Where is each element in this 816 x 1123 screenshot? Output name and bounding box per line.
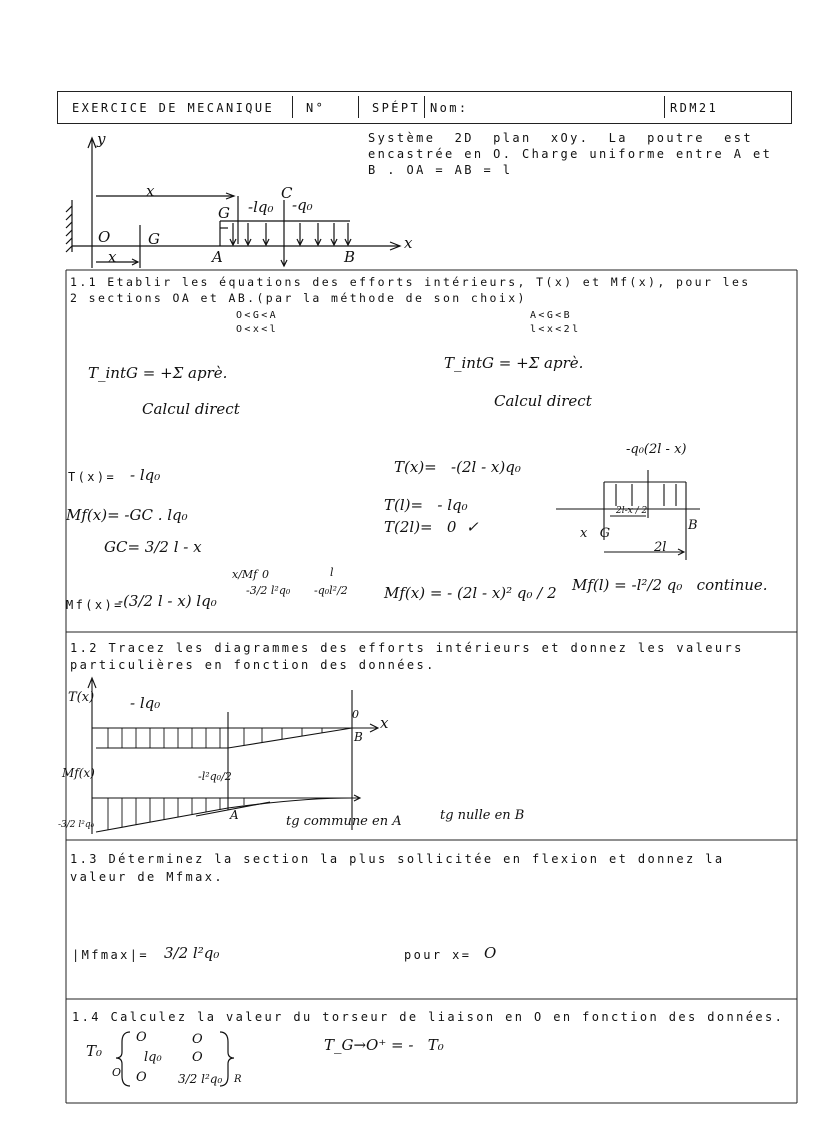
fig-x-axis: x xyxy=(404,234,413,252)
fig-g-top: G xyxy=(218,204,230,222)
q4-t0: T₀ xyxy=(86,1042,103,1060)
q1-left-cond1: O<G<A xyxy=(236,310,279,321)
q3-line: valeur de Mfmax. xyxy=(70,870,224,884)
q1-mf-left-d: l xyxy=(330,566,334,579)
header-name-label: Nom: xyxy=(430,101,469,115)
q1-mf-left-c: -q₀l²/2 xyxy=(314,584,348,597)
fig-b: B xyxy=(344,248,356,266)
q1-left-calc: Calcul direct xyxy=(142,400,240,418)
statement-line: B . OA = AB = l xyxy=(368,163,513,177)
q2-x-axis: x xyxy=(380,714,389,732)
q4-r: R xyxy=(234,1074,242,1085)
q2-line: 1.2 Tracez les diagrammes des efforts intérieurs et donnez les valeurs xyxy=(70,641,744,655)
fig-load1: -lq₀ xyxy=(248,198,274,216)
q1-left-cond2: O<x<l xyxy=(236,324,279,335)
fig-c: C xyxy=(281,184,293,202)
q1-t-2l: T(2l)= 0 ✓ xyxy=(384,518,479,536)
q1-mf-gc: Mf(x)= -GC . lq₀ xyxy=(66,506,188,524)
q1-t-left-val: - lq₀ xyxy=(130,466,161,484)
q1-gc: GC= 3/2 l - x xyxy=(104,538,202,556)
q1-left-tint: T_intG = +Σ aprè. xyxy=(88,364,228,382)
fig-o: O xyxy=(98,228,111,246)
fig-x-dim: x xyxy=(146,182,155,200)
q1-mf-left-b: -3/2 l²q₀ xyxy=(246,584,291,597)
q2-a: A xyxy=(230,808,239,822)
q4-r3c1: O xyxy=(136,1070,147,1085)
q1-line: 1.1 Etablir les équations des efforts intérieurs, T(x) et Mf(x), pour les xyxy=(70,275,751,289)
q3-mfmax-val: 3/2 l²q₀ xyxy=(164,944,220,962)
q1-sketch-half: 2l-x / 2 xyxy=(616,506,648,516)
header-num-label: N° xyxy=(306,101,326,115)
q1-right-cond1: A<G<B xyxy=(530,310,573,321)
fig-a: A xyxy=(212,248,223,266)
q4-r2c1: lq₀ xyxy=(144,1050,162,1065)
header-code: RDM21 xyxy=(670,101,719,115)
statement-line: encastrée en O. Charge uniforme entre A et xyxy=(368,147,773,161)
q1-t-right: T(x)= -(2l - x)q₀ xyxy=(394,458,521,476)
q1-right-cond2: l<x<2l xyxy=(530,324,581,335)
q3-line: 1.3 Déterminez la section la plus sollicitée en flexion et donnez la xyxy=(70,852,725,866)
q2-mf-a-value: -l²q₀/2 xyxy=(198,770,232,783)
q2-b: B xyxy=(354,730,363,744)
q4-line: 1.4 Calculez la valeur du torseur de liaison en O en fonction des données. xyxy=(72,1010,785,1024)
q2-t-axis: T(x) xyxy=(68,690,95,705)
fig-y-axis: y xyxy=(97,130,106,148)
q2-mf-o-value: -3/2 l²q₀ xyxy=(58,820,95,830)
q4-relation: T_G→O⁺ = - T₀ xyxy=(324,1036,444,1054)
q1-right-tint: T_intG = +Σ aprè. xyxy=(444,354,584,372)
q1-line: 2 sections OA et AB.(par la méthode de son choix) xyxy=(70,291,527,305)
q1-sketch-b: B xyxy=(688,518,698,533)
fig-g-left: G xyxy=(148,230,160,248)
q2-line: particulières en fonction des données. xyxy=(70,658,436,672)
q2-zero: 0 xyxy=(352,708,359,721)
q4-r3c2: 3/2 l²q₀ xyxy=(178,1072,223,1086)
q1-mf-left-a: x/Mf xyxy=(232,568,258,581)
fig-load2: -q₀ xyxy=(292,196,313,214)
q4-r2c2: O xyxy=(192,1050,203,1065)
q1-mf-l: Mf(l) = -l²/2 q₀ continue. xyxy=(572,576,768,594)
q1-mf-left-zero: 0 xyxy=(262,568,269,581)
q1-mf-right: Mf(x) = - (2l - x)² q₀ / 2 xyxy=(384,584,557,602)
q1-sketch-g: x G xyxy=(580,526,611,541)
fig-x-dim-bottom: x xyxy=(108,248,117,266)
header-spe: SPÉPT xyxy=(372,101,421,115)
header-title: EXERCICE DE MECANIQUE xyxy=(72,101,275,115)
q4-r1c2: O xyxy=(192,1032,203,1047)
q2-tg-b: tg nulle en B xyxy=(440,808,525,823)
q1-mf-label: Mf(x)= xyxy=(66,598,124,612)
q2-mf-axis: Mf(x) xyxy=(62,766,95,780)
q1-sketch-2l: 2l xyxy=(654,540,667,555)
q2-t-value: - lq₀ xyxy=(130,694,161,712)
q3-pour-val: O xyxy=(484,944,497,962)
q2-tg-a: tg commune en A xyxy=(286,814,402,829)
q1-mf-val: -(3/2 l - x) lq₀ xyxy=(118,592,217,610)
q1-t-left-label: T(x)= xyxy=(68,470,117,484)
q4-r1c1: O xyxy=(136,1030,147,1045)
q3-pour: pour x= xyxy=(404,948,472,962)
q1-sketch-load: -q₀(2l - x) xyxy=(626,442,687,457)
q4-o-sub: O xyxy=(112,1066,122,1079)
q1-right-calc: Calcul direct xyxy=(494,392,592,410)
q1-t-l: T(l)= - lq₀ xyxy=(384,496,468,514)
statement-line: Système 2D plan xOy. La poutre est xyxy=(368,131,753,145)
q3-mfmax-label: |Mfmax|= xyxy=(72,948,149,962)
